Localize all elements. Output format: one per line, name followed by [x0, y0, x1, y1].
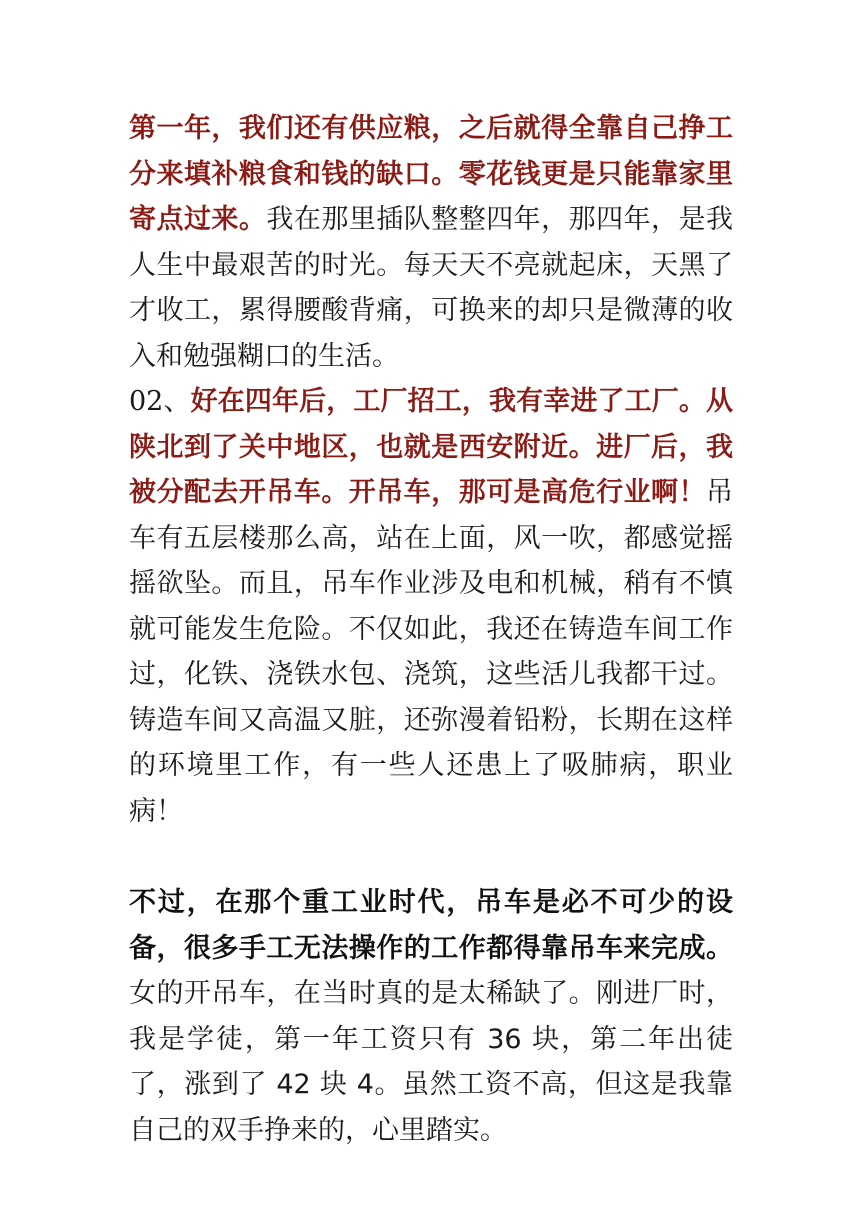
- paragraph-gap: [129, 834, 733, 880]
- paragraph-2-number: 02、: [129, 386, 191, 417]
- paragraph-3-bold: 不过，在那个重工业时代，吊车是必不可少的设备，很多手工无法操作的工作都得靠吊车来完成。: [129, 887, 733, 964]
- paragraph-2-text: 吊车有五层楼那么高，站在上面，风一吹，都感觉摇摇欲坠。而且，吊车作业涉及电和机械，稍有不慎就可能发生危险。不仅如此，我还在铸造车间工作过，化铁、浇铁水包、浇筑，这些活儿我都干过。铸造车间又高温又脏，还弥漫着铅粉，长期在这样的环境里工作，有一些人还患上了吸肺病，职业病！: [129, 477, 733, 827]
- paragraph-3: [129, 880, 733, 1153]
- paragraph-3-text: 女的开吊车，在当时真的是太稀缺了。刚进厂时，我是学徒，第一年工资只有 36 块，第二年出徒了，涨到了 42 块 4。虽然工资不高，但这是我靠自己的双手挣来的，心里踏实。: [129, 978, 733, 1146]
- paragraph-1-bold: 第一年，我们还有供应粮，之后就得全靠自己挣工分来填补粮食和钱的缺口。零花钱更是只能靠家里寄点过来。: [129, 113, 733, 235]
- paragraph-2: [129, 379, 733, 834]
- paragraph-1-text: 我在那里插队整整四年，那四年，是我人生中最艰苦的时光。每天天不亮就起床，天黑了才收工，累得腰酸背痛，可换来的却只是微薄的收入和勉强糊口的生活。: [129, 204, 734, 372]
- paragraph-2-bold: 好在四年后，工厂招工，我有幸进了工厂。从陕北到了关中地区，也就是西安附近。进厂后，我被分配去开吊车。开吊车，那可是高危行业啊！: [129, 386, 733, 508]
- paragraph-1: [129, 106, 733, 379]
- document-page: [129, 106, 733, 1153]
